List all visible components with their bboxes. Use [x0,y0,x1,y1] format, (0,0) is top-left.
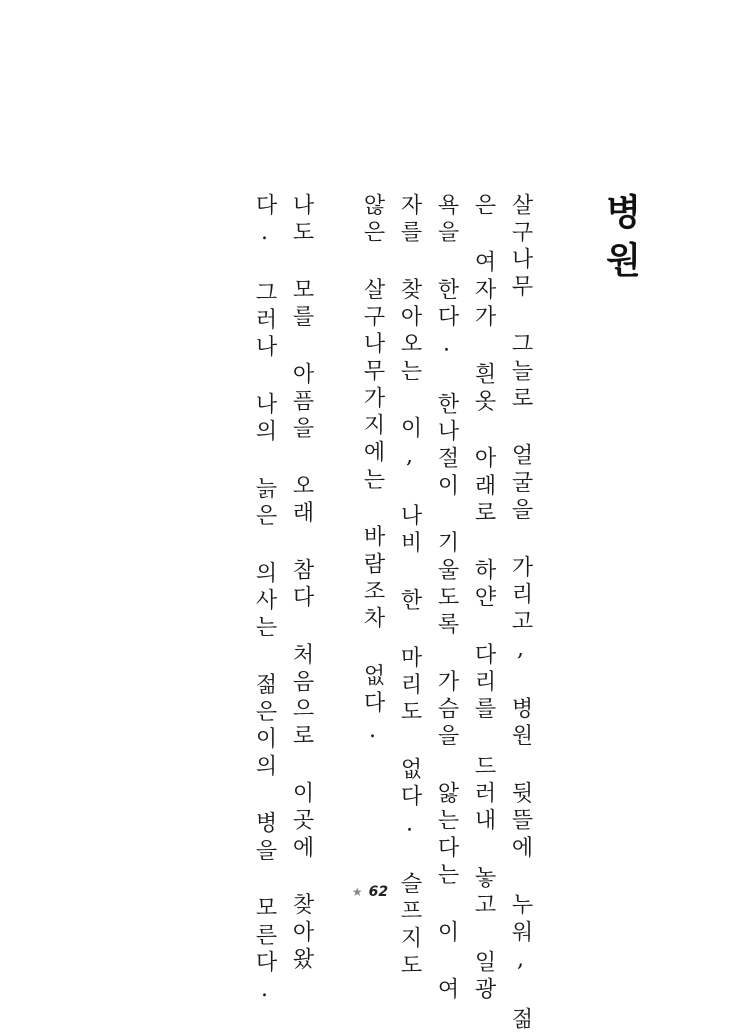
star-icon: ★ [351,885,363,899]
poem-line: 살구나무 그늘로 얼굴을 가리고, 병원 뒷뜰에 누워, 젊 [508,193,533,1035]
poem-line: 다. 그러나 나의 늙은 의사는 젊은이의 병을 모른다. [252,193,277,1008]
page-footer [0,884,740,900]
poem-line: 않은 살구나무가지에는 바람조차 없다. [360,193,385,748]
poem-line: 나도 모를 아픔을 오래 참다 처음으로 이곳에 찾아왔 [289,193,314,975]
poem-line: 욕을 한다. 한나절이 기울도록 가슴을 앓는다는 이 여 [434,193,459,1005]
poem-line: 자를 찾아오는 이, 나비 한 마리도 없다. 슬프지도 [397,193,422,981]
poem-title: 병원 [600,193,642,289]
poem-line: 은 여자가 흰옷 아래로 하얀 다리를 드러내 놓고 일광 [471,193,496,1005]
page-number: 62 [368,884,389,900]
